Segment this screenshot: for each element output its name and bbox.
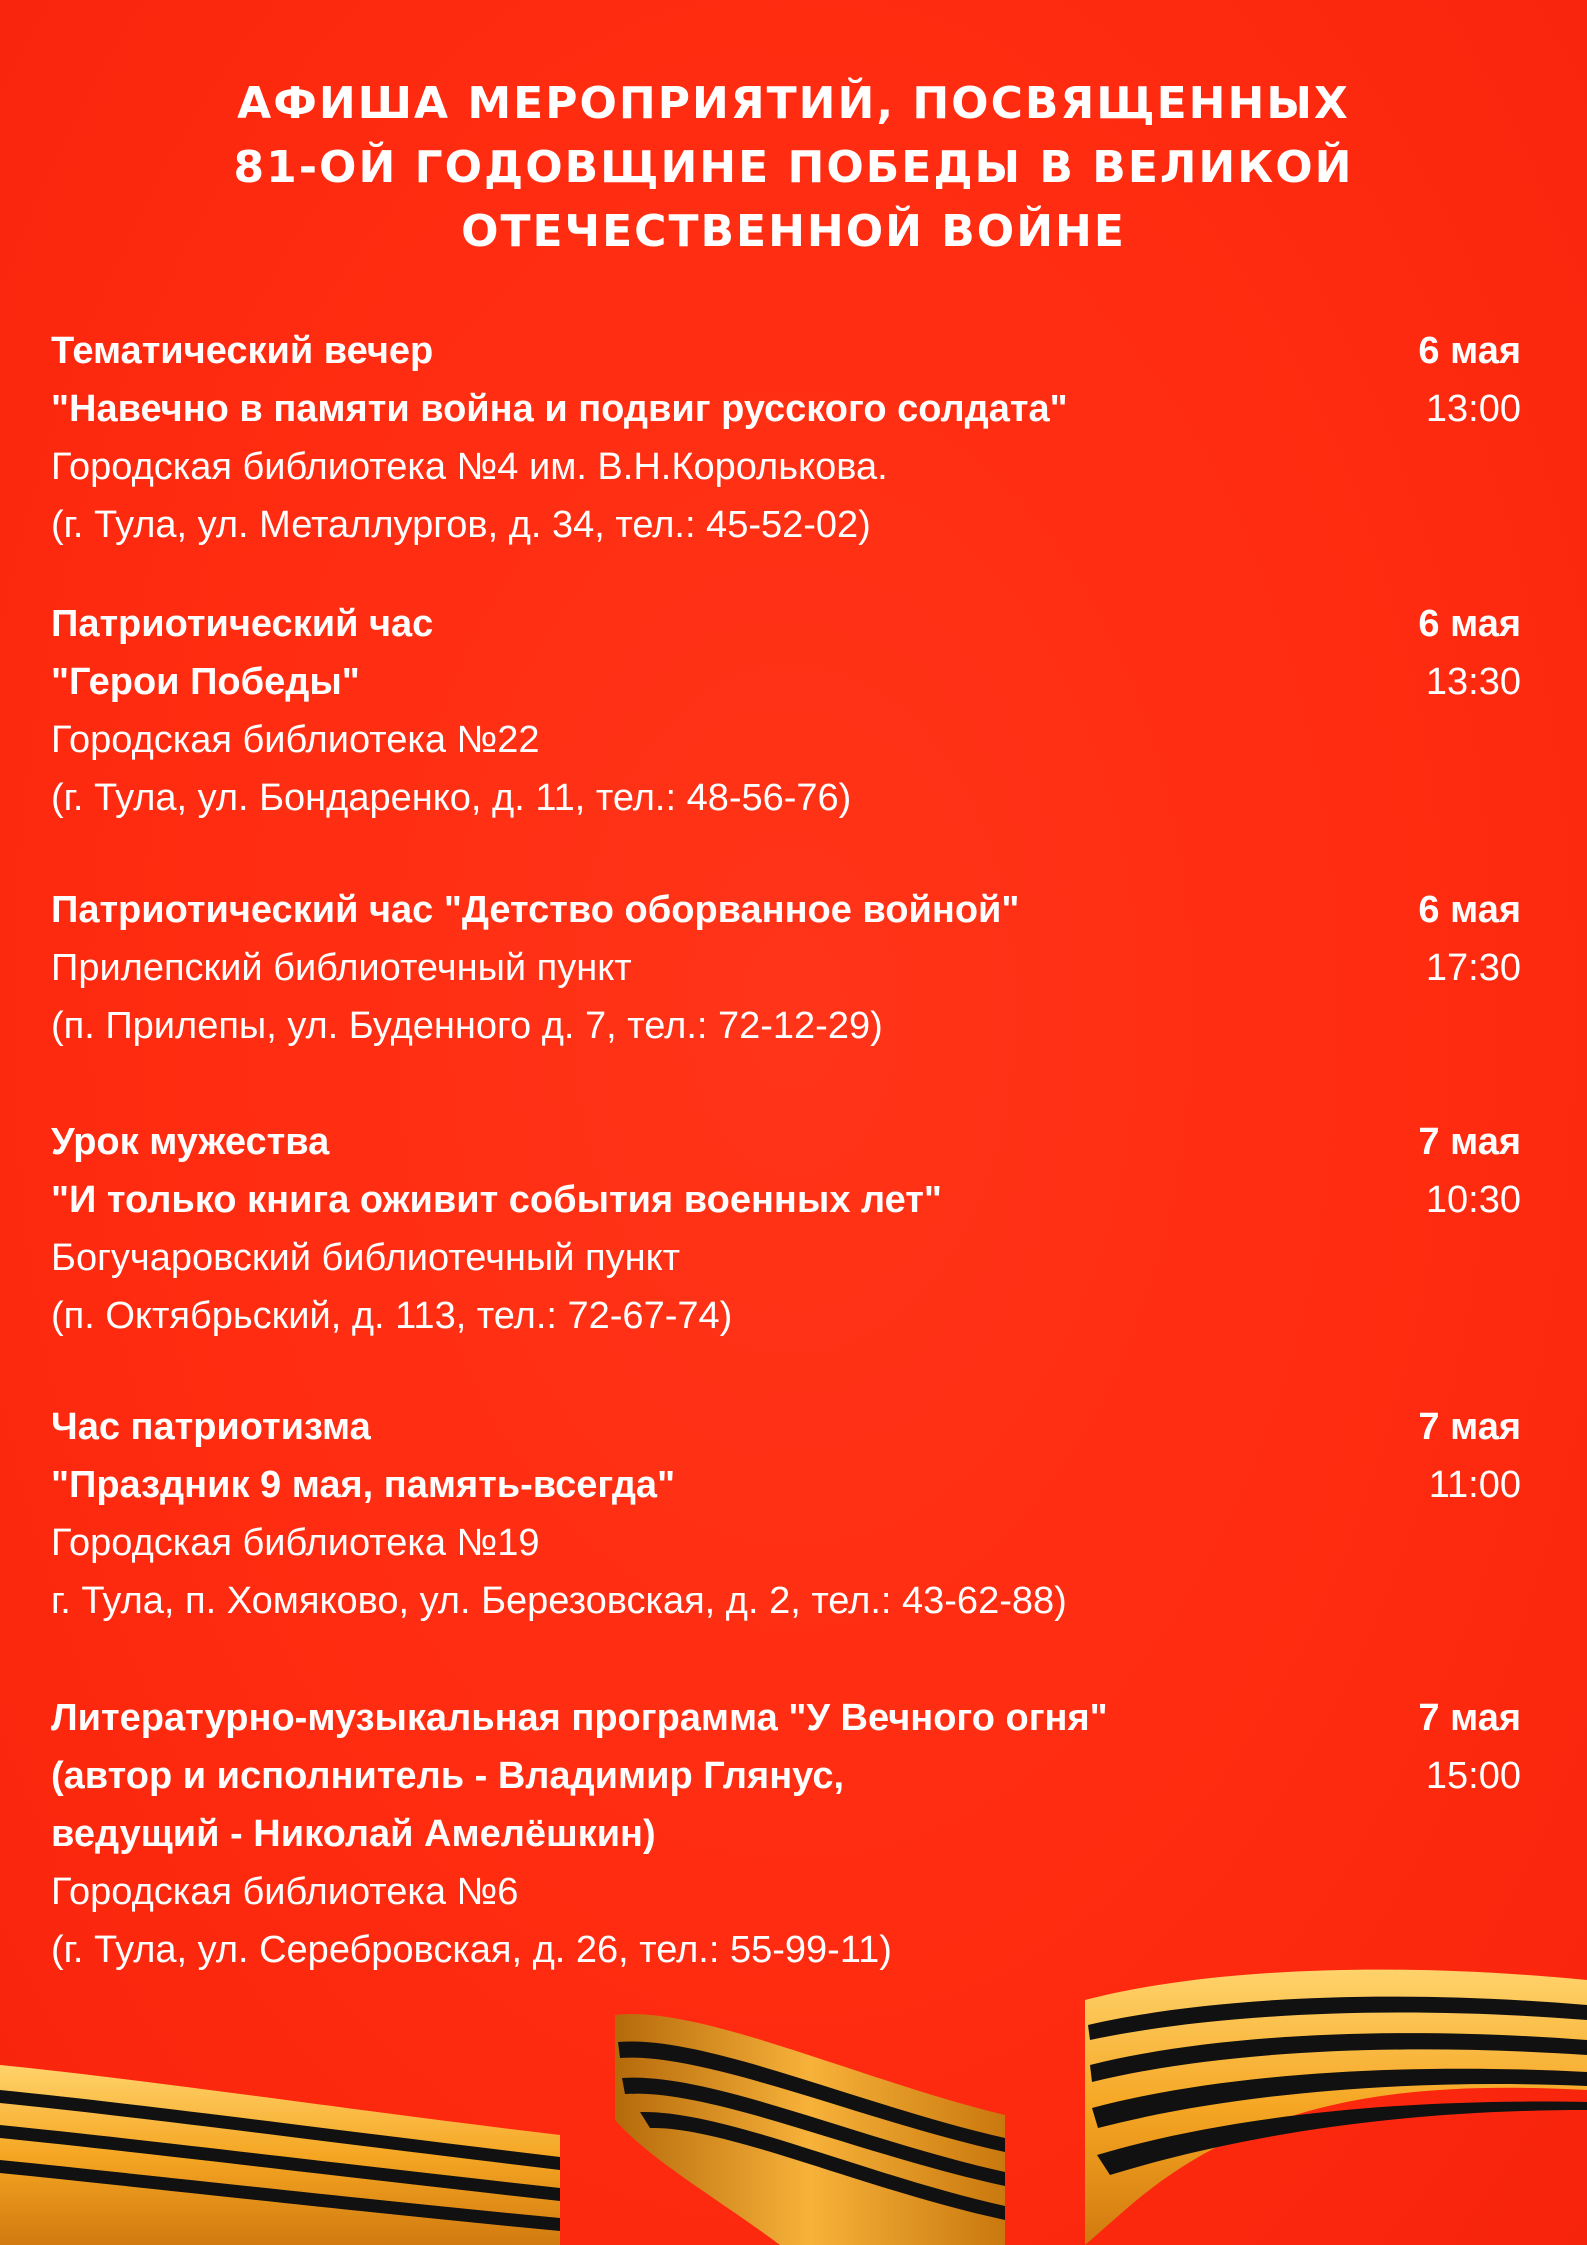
event-type: Литературно-музыкальная программа "У Вечного огня" bbox=[51, 1697, 1108, 1739]
event-name: "И только книга оживит события военных лет" bbox=[51, 1179, 942, 1221]
event-date: 6 мая bbox=[1418, 889, 1521, 931]
event-venue: Городская библиотека №6 bbox=[51, 1871, 519, 1913]
title-line-3: ОТЕЧЕСТВЕННОЙ ВОЙНЕ bbox=[461, 206, 1126, 257]
event-name: (автор и исполнитель - Владимир Глянус, bbox=[51, 1755, 845, 1797]
event-item bbox=[51, 1398, 1521, 1630]
event-type: Патриотический час bbox=[51, 603, 434, 645]
ribbon-middle-band bbox=[615, 2014, 1005, 2245]
st-george-ribbon-icon bbox=[0, 1960, 1587, 2245]
event-address: (г. Тула, ул. Бондаренко, д. 11, тел.: 48-56-76) bbox=[51, 777, 852, 819]
poster-title bbox=[0, 72, 1587, 264]
event-name: "Праздник 9 мая, память-всегда" bbox=[51, 1464, 676, 1506]
event-item bbox=[51, 1113, 1521, 1345]
event-venue: Городская библиотека №19 bbox=[51, 1522, 540, 1564]
event-item bbox=[51, 881, 1521, 1055]
event-date: 6 мая bbox=[1418, 603, 1521, 645]
event-time: 13:00 bbox=[1425, 388, 1521, 430]
event-date: 7 мая bbox=[1418, 1121, 1521, 1163]
event-address: (г. Тула, ул. Металлургов, д. 34, тел.: 45-52-02) bbox=[51, 504, 871, 546]
event-type: Тематический вечер bbox=[51, 330, 434, 372]
event-time: 11:00 bbox=[1428, 1464, 1521, 1506]
event-time: 10:30 bbox=[1425, 1179, 1521, 1221]
event-date: 7 мая bbox=[1418, 1697, 1521, 1739]
event-name: "Навечно в памяти война и подвиг русского солдата" bbox=[51, 388, 1068, 430]
event-type: Час патриотизма bbox=[51, 1406, 371, 1448]
event-address: г. Тула, п. Хомяково, ул. Березовская, д. 2, тел.: 43-62-88) bbox=[51, 1580, 1067, 1622]
event-time: 13:30 bbox=[1425, 661, 1521, 703]
event-address: (п. Октябрьский, д. 113, тел.: 72-67-74) bbox=[51, 1295, 733, 1337]
event-venue: Богучаровский библиотечный пункт bbox=[51, 1237, 681, 1279]
event-date: 6 мая bbox=[1418, 330, 1521, 372]
ribbon-left-band bbox=[0, 2065, 560, 2245]
title-line-1: АФИША МЕРОПРИЯТИЙ, ПОСВЯЩЕННЫХ bbox=[237, 78, 1350, 129]
event-item bbox=[51, 595, 1521, 827]
event-name-continued: ведущий - Николай Амелёшкин) bbox=[51, 1813, 656, 1855]
event-time: 15:00 bbox=[1425, 1755, 1521, 1797]
event-venue: Прилепский библиотечный пункт bbox=[51, 947, 632, 989]
event-time: 17:30 bbox=[1425, 947, 1521, 989]
ribbon-right-band bbox=[1085, 1970, 1587, 2245]
event-item bbox=[51, 1689, 1521, 1979]
event-item bbox=[51, 322, 1521, 554]
event-name: "Герои Победы" bbox=[51, 661, 360, 703]
title-line-2: 81-ОЙ ГОДОВЩИНЕ ПОБЕДЫ В ВЕЛИКОЙ bbox=[233, 142, 1354, 193]
event-venue: Городская библиотека №4 им. В.Н.Королькова. bbox=[51, 446, 888, 488]
event-type: Патриотический час "Детство оборванное войной" bbox=[51, 889, 1020, 931]
event-address: (г. Тула, ул. Серебровская, д. 26, тел.: 55-99-11) bbox=[51, 1929, 892, 1971]
event-venue: Городская библиотека №22 bbox=[51, 719, 540, 761]
event-address: (п. Прилепы, ул. Буденного д. 7, тел.: 72-12-29) bbox=[51, 1005, 883, 1047]
event-date: 7 мая bbox=[1418, 1406, 1521, 1448]
event-type: Урок мужества bbox=[51, 1121, 330, 1163]
